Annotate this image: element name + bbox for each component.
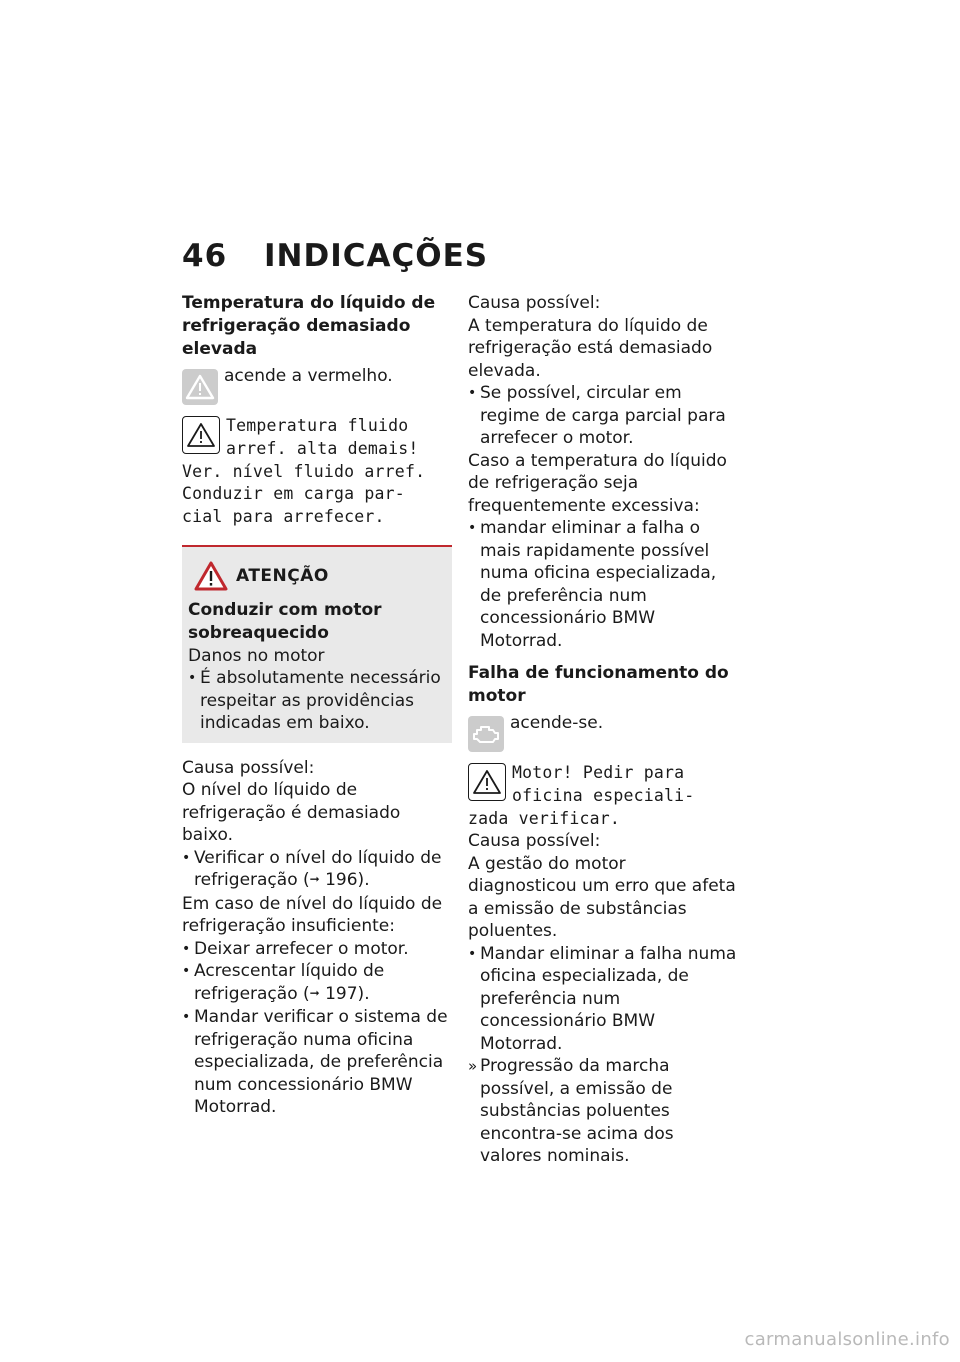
list-item: • É absolutamente necessário respeitar as providências indicadas em baixo. (188, 667, 446, 735)
warning-header (194, 561, 446, 591)
warning-triangle-icon (468, 763, 506, 801)
list-item (182, 847, 452, 893)
list-item (182, 960, 452, 1006)
page-ref: 197). (325, 983, 370, 1004)
result-item: » Progressão da marcha possível, a emissão de substâncias poluentes encontra-se acima dos valores nominais. (468, 1055, 738, 1168)
bullet-list (468, 382, 738, 450)
lamp-row-engine (468, 712, 738, 752)
page-title: INDICAÇÕES (264, 238, 489, 274)
warning-triangle-icon (182, 416, 220, 454)
page-ref-arrow-icon: ➞ (309, 872, 320, 887)
warning-list (188, 667, 446, 735)
display-line: Temperatura fluido (226, 416, 409, 435)
attention-icon (194, 561, 228, 591)
display-line: oficina especiali- (512, 785, 695, 805)
list-item: • Mandar eliminar a falha numa oficina especializada, de preferência num concessionário BMW Motorrad. (468, 943, 738, 1056)
right-column (468, 292, 738, 1168)
display-line: Motor! Pedir para (512, 763, 685, 782)
bullet-list (468, 517, 738, 652)
list-item: • Mandar verificar o sistema de refrigeração numa oficina especializada, de preferência num concessionário BMW Motorrad. (182, 1006, 452, 1119)
cause-text: A temperatura do líquido de refrigeração está demasiado elevada. (468, 315, 713, 381)
list-item: • Se possível, circular em regime de carga parcial para arrefecer o motor. (468, 382, 738, 450)
cause-label: Causa possível: (468, 831, 601, 852)
page-ref: 196). (325, 870, 370, 891)
display-line: Ver. nível fluido arref. (182, 461, 426, 481)
left-column (182, 292, 452, 1119)
display-message-coolant (182, 415, 452, 529)
list-item: • mandar eliminar a falha o mais rapidamente possível numa oficina especializada, de preferência num concessionário BMW Motorrad. (468, 517, 738, 652)
section-title-engine: Falha de funcionamento do motor (468, 663, 729, 706)
page-header (182, 238, 488, 274)
watermark: carmanualsonline.info (744, 1329, 950, 1350)
warning-box (182, 545, 452, 743)
warning-label: ATENÇÃO (236, 565, 329, 586)
lamp-row-coolant (182, 365, 452, 405)
display-line: arref. alta demais! (226, 438, 419, 458)
cause-text: A gestão do motor diagnosticou um erro que afeta a emissão de substâncias poluentes. (468, 853, 736, 942)
warning-heading: Conduzir com motor sobreaquecido (188, 599, 382, 643)
display-line: cial para arrefecer. (182, 507, 385, 527)
list-item: • Deixar arrefecer o motor. (182, 938, 452, 961)
bullet-text: Acrescentar líquido de refrigeração ( (194, 961, 385, 1004)
cause-label: Causa possível: (468, 293, 601, 313)
display-message-engine (468, 762, 738, 830)
frequent-text: Caso a temperatura do líquido de refrigeração seja frequentemente excessiva: (468, 450, 727, 516)
cause-text: O nível do líquido de refrigeração é demasiado baixo. (182, 780, 401, 846)
bullet-list (182, 938, 452, 1119)
page-number: 46 (182, 238, 228, 274)
display-line: zada verificar. (468, 808, 621, 828)
display-line: Conduzir em carga par- (182, 484, 405, 504)
bullet-list (182, 847, 452, 893)
lamp-text-engine: acende-se. (510, 713, 604, 733)
engine-lamp-icon (468, 716, 504, 752)
warning-text: Danos no motor (188, 645, 325, 666)
warning-lamp-icon (182, 369, 218, 405)
section-title-coolant: Temperatura do líquido de refrigeração demasiado elevada (182, 293, 436, 359)
bullet-list (468, 943, 738, 1168)
bullet-text: Verificar o nível do líquido de refrigeração ( (194, 847, 442, 891)
cause-label: Causa possível: (182, 757, 315, 778)
page-ref-arrow-icon: ➞ (309, 985, 320, 1000)
lamp-text-coolant: acende a vermelho. (224, 366, 393, 386)
insufficient-text: Em caso de nível do líquido de refrigeração insuficiente: (182, 893, 443, 937)
